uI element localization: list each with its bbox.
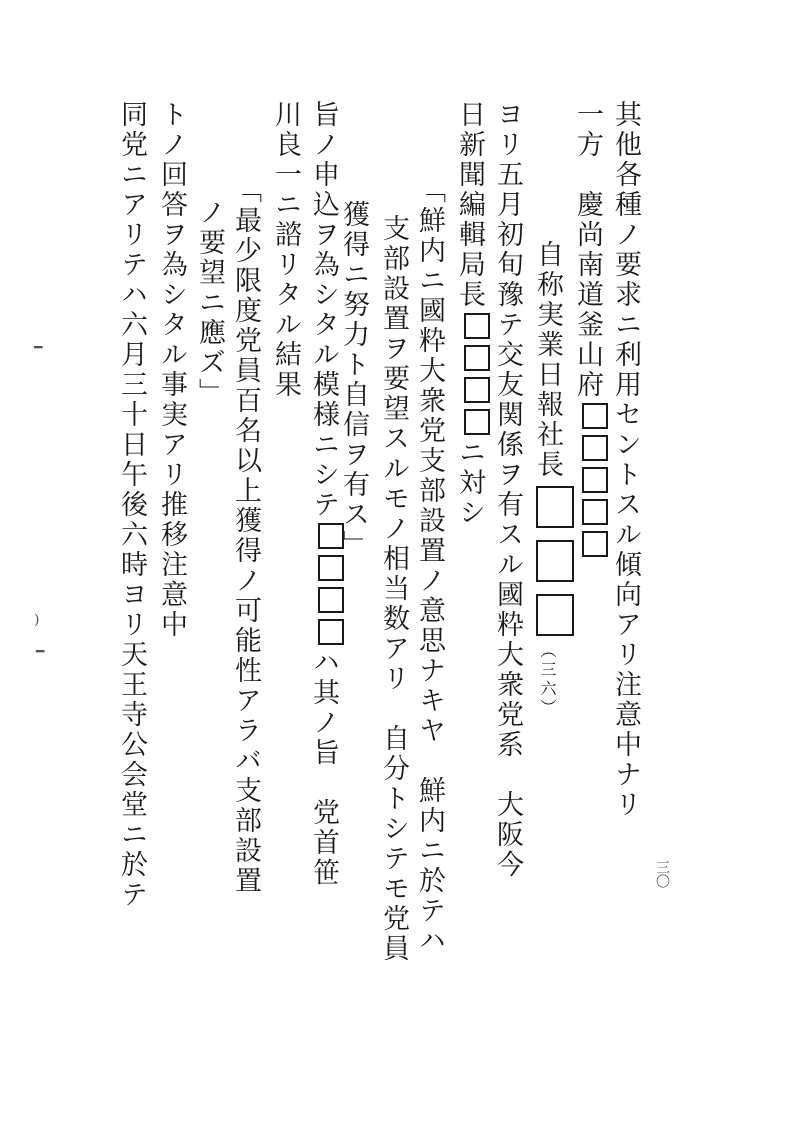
text-column-10	[272, 100, 299, 400]
column-text: 川良一ニ諮リタル結果	[270, 100, 301, 400]
column-text: 同党ニアリテハ六月三十日午後六時ヨリ天王寺公会堂ニ於テ	[116, 100, 147, 910]
redaction-box	[536, 594, 574, 636]
redaction-box	[582, 403, 608, 429]
text-column-8	[340, 200, 367, 560]
redaction-box	[318, 523, 344, 549]
scan-mark: ━	[36, 644, 45, 660]
column-text: トノ回答ヲ為シタル事実アリ推移注意中	[156, 100, 187, 640]
redaction-box	[582, 435, 608, 461]
text-column-6	[416, 176, 443, 956]
redaction-box	[582, 531, 608, 557]
redaction-box	[318, 619, 344, 645]
text-column-7	[380, 214, 407, 964]
text-column-1	[612, 100, 639, 820]
column-text: 「鮮内ニ國粋大衆党支部設置ノ意思ナキヤ 鮮内ニ於テハ	[414, 176, 445, 956]
text-column-5	[456, 100, 490, 528]
column-text: 旨ノ申込ヲ為シタル模様ニシテ	[308, 100, 339, 520]
redaction-box	[582, 467, 608, 493]
text-column-4	[494, 100, 521, 880]
column-text: ニ対シ	[454, 438, 485, 528]
page-number: 三〇	[654, 860, 670, 888]
text-column-11	[232, 176, 259, 896]
redaction-box	[582, 499, 608, 525]
column-text: 支部設置ヲ要望スルモノ相当数アリ 自分トシテモ党員	[378, 214, 409, 964]
redaction-box	[536, 540, 574, 582]
redaction-box	[318, 555, 344, 581]
column-text: 一方 慶尚南道釜山府	[572, 100, 603, 400]
text-column-3	[534, 240, 574, 718]
column-text: 日新聞編輯局長	[454, 100, 485, 310]
redaction-box	[536, 486, 574, 528]
column-text: ヨリ五月初旬豫テ交友関係ヲ有スル國粋大衆党系 大阪今	[492, 100, 523, 880]
redaction-box	[464, 345, 490, 371]
redaction-box	[464, 313, 490, 339]
column-text: ハ其ノ旨 党首笹	[308, 648, 339, 888]
column-text: 其他各種ノ要求ニ利用セントスル傾向アリ注意中ナリ	[610, 100, 641, 820]
column-text: ノ要望ニ應ズ」	[194, 198, 225, 408]
redaction-box	[464, 409, 490, 435]
text-column-13	[158, 100, 185, 640]
text-column-2	[574, 100, 608, 560]
text-column-12	[196, 198, 223, 408]
scan-mark: )	[34, 612, 40, 628]
redaction-box	[464, 377, 490, 403]
redaction-box	[318, 587, 344, 613]
column-text: 獲得ニ努力ト自信ヲ有ス」	[338, 200, 369, 560]
text-column-14	[118, 100, 145, 910]
column-text: 自称実業日報社長	[532, 240, 563, 480]
column-text: （三六）	[538, 642, 557, 718]
scan-mark: ━	[34, 340, 43, 356]
column-text: 「最少限度党員百名以上獲得ノ可能性アラバ支部設置	[230, 176, 261, 896]
text-column-9	[310, 100, 344, 888]
